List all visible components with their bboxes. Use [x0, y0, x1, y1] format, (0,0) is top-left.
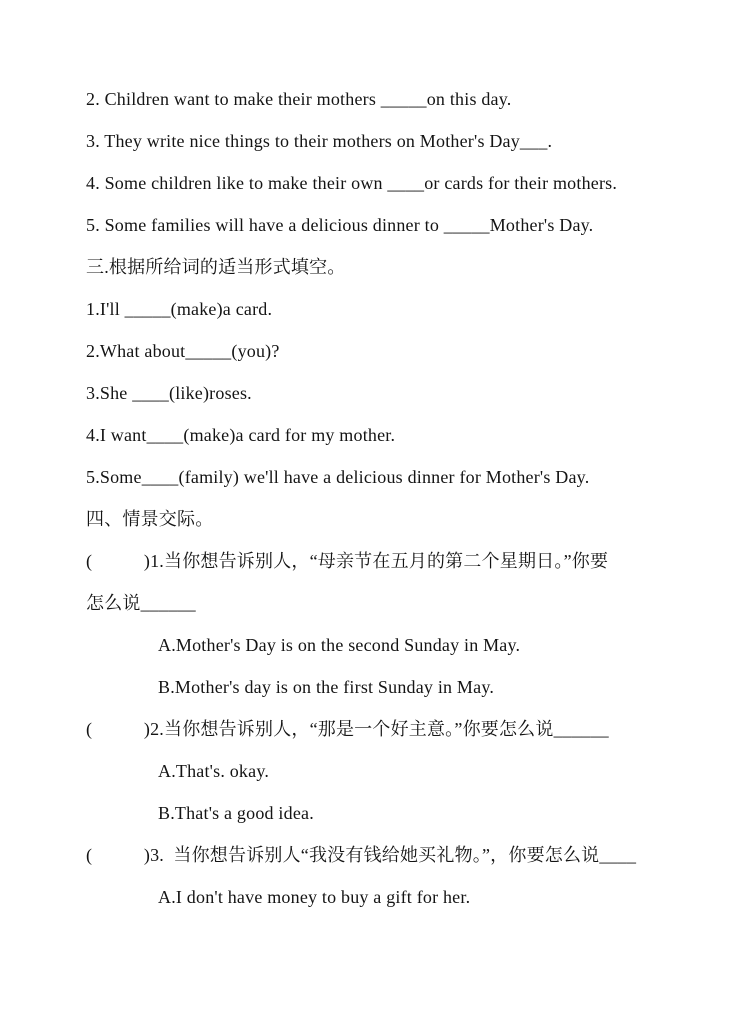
grammar-item-1: 1.I'll _____(make)a card. [86, 299, 273, 319]
question-3-option-a: A.I don't have money to buy a gift for her. [158, 887, 471, 907]
question-1-prompt-continuation: 怎么说______ [86, 593, 196, 613]
question-3-prompt: ( )3. 当你想告诉别人“我没有钱给她买礼物。”，你要怎么说____ [86, 845, 637, 865]
question-2-option-a: A.That's. okay. [158, 761, 270, 781]
grammar-item-2: 2.What about_____(you)? [86, 341, 280, 361]
worksheet-content [86, 78, 720, 918]
question-2-prompt: ( )2.当你想告诉别人，“那是一个好主意。”你要怎么说______ [86, 719, 609, 739]
question-1-prompt: ( )1.当你想告诉别人，“母亲节在五月的第二个星期日。”你要 [86, 551, 609, 571]
grammar-item-3: 3.She ____(like)roses. [86, 383, 252, 403]
question-2-option-b: B.That's a good idea. [158, 803, 314, 823]
grammar-item-4: 4.I want____(make)a card for my mother. [86, 425, 396, 445]
reading-item-4: 4. Some children like to make their own ____or cards for their mothers. [86, 173, 618, 193]
question-1-option-a: A.Mother's Day is on the second Sunday in May. [158, 635, 521, 655]
section3-heading: 三.根据所给词的适当形式填空。 [86, 257, 346, 277]
section4-heading: 四、情景交际。 [86, 509, 214, 529]
reading-item-5: 5. Some families will have a delicious dinner to _____Mother's Day. [86, 215, 594, 235]
reading-item-3: 3. They write nice things to their mothers on Mother's Day___. [86, 131, 553, 151]
question-1-option-b: B.Mother's day is on the first Sunday in May. [158, 677, 495, 697]
reading-item-2: 2. Children want to make their mothers _____on this day. [86, 89, 512, 109]
grammar-item-5: 5.Some____(family) we'll have a delicious dinner for Mother's Day. [86, 467, 590, 487]
